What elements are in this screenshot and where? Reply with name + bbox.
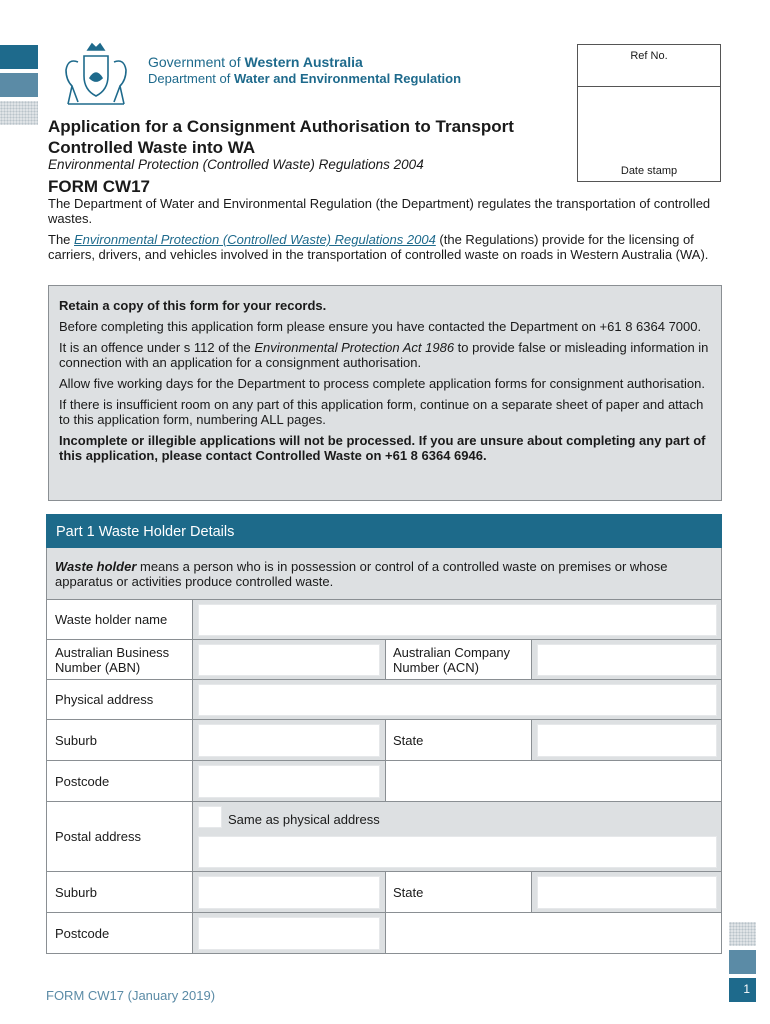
postal-postcode-row	[46, 913, 722, 954]
regulations-subtitle: Environmental Protection (Controlled Waste) Regulations 2004	[48, 157, 424, 172]
footer-form-date: FORM CW17 (January 2019)	[46, 988, 216, 1003]
abn-input[interactable]	[198, 644, 380, 676]
postal-address-input[interactable]	[198, 836, 717, 868]
intro-paragraph-2: The Environmental Protection (Controlled Waste) Regulations 2004 (the Regulations) provide for the licensing of carriers, drivers, and vehicles involved in the transportation of controlled waste on roads in Western Australia (WA).	[48, 232, 709, 262]
state-label: State	[393, 733, 424, 748]
waste-holder-definition: Waste holder means a person who is in possession or control of a controlled waste on premises or whose apparatus or activities produce controlled waste.	[46, 548, 722, 600]
postal-state-input[interactable]	[537, 876, 717, 909]
waste-holder-name-input[interactable]	[198, 604, 717, 636]
government-title: Government of Western Australia	[148, 54, 363, 70]
suburb-state-row	[46, 720, 722, 761]
acn-input[interactable]	[537, 644, 717, 676]
physical-address-row	[46, 680, 722, 720]
retain-copy-note: Retain a copy of this form for your records.	[59, 298, 327, 313]
postal-address-label: Postal address	[55, 829, 141, 844]
part1-header: Part 1 Waste Holder Details	[46, 514, 722, 548]
suburb-label: Suburb	[55, 733, 97, 748]
postal-address-row	[46, 802, 722, 872]
page-number: 1	[729, 978, 756, 1002]
decor-square-mid-right	[729, 950, 756, 974]
postcode-input[interactable]	[198, 765, 380, 798]
same-as-physical-label: Same as physical address	[228, 812, 380, 827]
postcode-row	[46, 761, 722, 802]
contact-note: Before completing this application form please ensure you have contacted the Department on +61 8 6364 7000.	[59, 319, 702, 334]
offence-note: It is an offence under s 112 of the Environmental Protection Act 1986 to provide false or misleading information in connection with an application for a consignment authorisation.	[59, 340, 709, 370]
abn-label: Australian Business Number (ABN)	[55, 645, 170, 675]
postcode-label: Postcode	[55, 774, 110, 789]
date-stamp-label: Date stamp	[620, 165, 678, 177]
decor-square-light-right	[729, 922, 756, 946]
decor-square-dark	[0, 45, 38, 69]
state-input[interactable]	[537, 724, 717, 757]
postal-state-label: State	[393, 885, 424, 900]
physical-address-input[interactable]	[198, 684, 717, 716]
regulations-link[interactable]: Environmental Protection (Controlled Waste) Regulations 2004	[74, 232, 436, 247]
decor-square-mid	[0, 73, 38, 97]
processing-time-note: Allow five working days for the Department to process complete application forms for consignment authorisation.	[59, 376, 705, 391]
ref-no-label: Ref No.	[578, 45, 720, 87]
physical-address-label: Physical address	[55, 692, 154, 707]
same-as-physical-checkbox[interactable]	[198, 806, 222, 828]
postal-suburb-label: Suburb	[55, 885, 97, 900]
incomplete-warning: Incomplete or illegible applications will not be processed. If you are unsure about completing any part of this application, please contact Controlled Waste on +61 8 6364 6946.	[59, 433, 706, 463]
part1-waste-holder-form	[46, 514, 722, 954]
waste-holder-name-label: Waste holder name	[55, 612, 168, 627]
waste-holder-name-row	[46, 600, 722, 640]
insufficient-room-note: If there is insufficient room on any part of this application form, continue on a separate sheet of paper and attach to this application form, numbering ALL pages.	[59, 397, 704, 427]
department-title: Department of Water and Environmental Regulation	[148, 71, 462, 86]
form-number: FORM CW17	[48, 177, 150, 196]
acn-label: Australian Company Number (ACN)	[393, 645, 511, 675]
page-title: Application for a Consignment Authorisation to Transport Controlled Waste into WA	[48, 117, 514, 157]
abn-acn-row	[46, 640, 722, 680]
decor-square-light	[0, 101, 38, 125]
office-use-ref-box	[577, 44, 721, 182]
postal-postcode-input[interactable]	[198, 917, 380, 950]
intro-paragraph-1: The Department of Water and Environmental Regulation (the Department) regulates the transportation of controlled wastes.	[48, 196, 711, 226]
important-notice-box	[48, 285, 722, 501]
postal-postcode-label: Postcode	[55, 926, 110, 941]
wa-coat-of-arms-logo	[58, 40, 134, 110]
postal-suburb-input[interactable]	[198, 876, 380, 909]
postal-suburb-state-row	[46, 872, 722, 913]
suburb-input[interactable]	[198, 724, 380, 757]
